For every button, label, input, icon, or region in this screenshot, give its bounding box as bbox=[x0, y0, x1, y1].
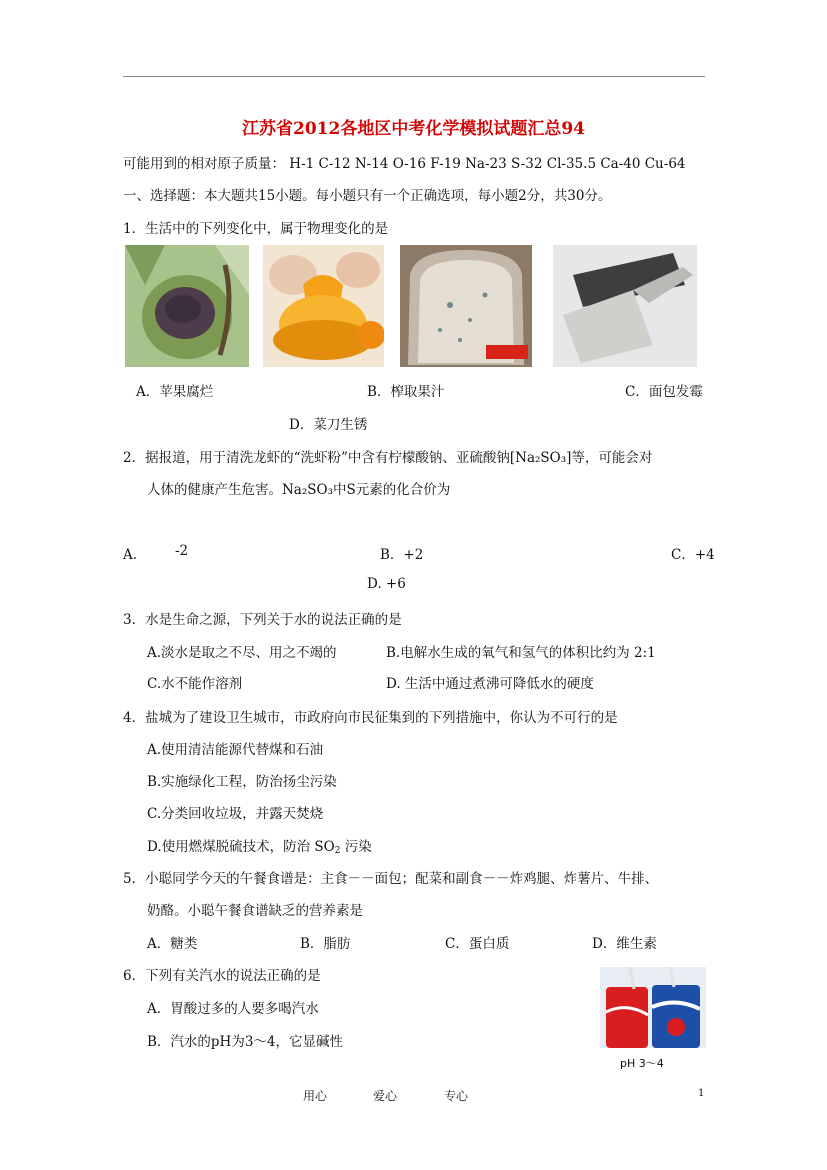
q1-option-d: D．菜刀生锈 bbox=[289, 417, 368, 433]
q4-option-d: D.使用燃煤脱硫技术，防治 $SO_2$ 污染 bbox=[147, 839, 372, 856]
q2-option-a-value: -2 bbox=[175, 543, 189, 559]
q6-stem: 6．下列有关汽水的说法正确的是 bbox=[123, 968, 321, 984]
q2-stem-line2: 人体的健康产生危害。Na₂SO₃中S元素的化合价为 bbox=[147, 482, 451, 498]
q3-stem: 3．水是生命之源，下列关于水的说法正确的是 bbox=[123, 612, 402, 628]
atomic-masses: 可能用到的相对原子质量： H-1 C-12 N-14 O-16 F-19 Na-23 S-32 Cl-35.5 Ca-40 Cu-64 bbox=[123, 156, 686, 172]
header-rule bbox=[123, 76, 705, 77]
footer-word-1: 用心 bbox=[303, 1089, 328, 1103]
photo-soda-cans bbox=[600, 967, 706, 1048]
q4-stem: 4．盐城为了建设卫生城市，市政府向市民征集到的下列措施中，你认为不可行的是 bbox=[123, 710, 618, 726]
photo-kitchen-knife bbox=[553, 245, 697, 367]
q4-option-c: C.分类回收垃圾，并露天焚烧 bbox=[147, 806, 324, 822]
q2-option-d: D. +6 bbox=[367, 576, 406, 592]
q5-option-d: D．维生素 bbox=[592, 936, 657, 952]
q5-option-a: A．糖类 bbox=[147, 936, 198, 952]
footer-word-3: 专心 bbox=[444, 1089, 469, 1103]
q4-option-a: A.使用清洁能源代替煤和石油 bbox=[147, 742, 324, 758]
section-heading: 一、选择题：本大题共15小题。每小题只有一个正确选项，每小题2分，共30分。 bbox=[123, 188, 612, 204]
q4-option-b: B.实施绿化工程，防治扬尘污染 bbox=[147, 774, 337, 790]
q1-option-c: C．面包发霉 bbox=[625, 384, 703, 400]
q3-option-b: B.电解水生成的氧气和氢气的体积比约为 2:1 bbox=[386, 645, 656, 661]
q1-option-a: A．苹果腐烂 bbox=[136, 384, 214, 400]
q6-option-a: A．胃酸过多的人要多喝汽水 bbox=[147, 1001, 319, 1017]
photo-juicer bbox=[263, 245, 384, 367]
photo-moldy-bread bbox=[400, 245, 532, 367]
q6-option-b: B．汽水的pH为3～4，它显碱性 bbox=[147, 1034, 344, 1050]
q5-option-b: B．脂肪 bbox=[300, 936, 351, 952]
soda-caption: pH 3～4 bbox=[620, 1057, 664, 1070]
footer-word-2: 爱心 bbox=[373, 1089, 398, 1103]
q1-stem: 1．生活中的下列变化中，属于物理变化的是 bbox=[123, 221, 389, 237]
q2-option-c: C．+4 bbox=[671, 547, 715, 563]
q3-option-a: A.淡水是取之不尽、用之不竭的 bbox=[147, 645, 337, 661]
q3-option-d: D. 生活中通过煮沸可降低水的硬度 bbox=[386, 676, 594, 692]
q2-stem-line1: 2．据报道，用于清洗龙虾的“洗虾粉”中含有柠檬酸钠、亚硫酸钠[Na₂SO₃]等，可能会对 bbox=[123, 450, 653, 466]
q1-option-b: B．榨取果汁 bbox=[367, 384, 445, 400]
q5-stem-line1: 5．小聪同学今天的午餐食谱是：主食－－面包；配菜和副食－－炸鸡腿、炸薯片、牛排、 bbox=[123, 871, 659, 887]
page-number: 1 bbox=[698, 1088, 705, 1099]
photo-rotten-apple bbox=[125, 245, 249, 367]
q2-option-b: B．+2 bbox=[380, 547, 424, 563]
q5-stem-line2: 奶酪。小聪午餐食谱缺乏的营养素是 bbox=[147, 903, 363, 919]
q2-option-a-letter: A． bbox=[123, 547, 147, 563]
q5-option-c: C．蛋白质 bbox=[445, 936, 510, 952]
page-title: 江苏省2012各地区中考化学模拟试题汇总94 bbox=[242, 119, 585, 139]
q3-option-c: C.水不能作溶剂 bbox=[147, 676, 243, 692]
